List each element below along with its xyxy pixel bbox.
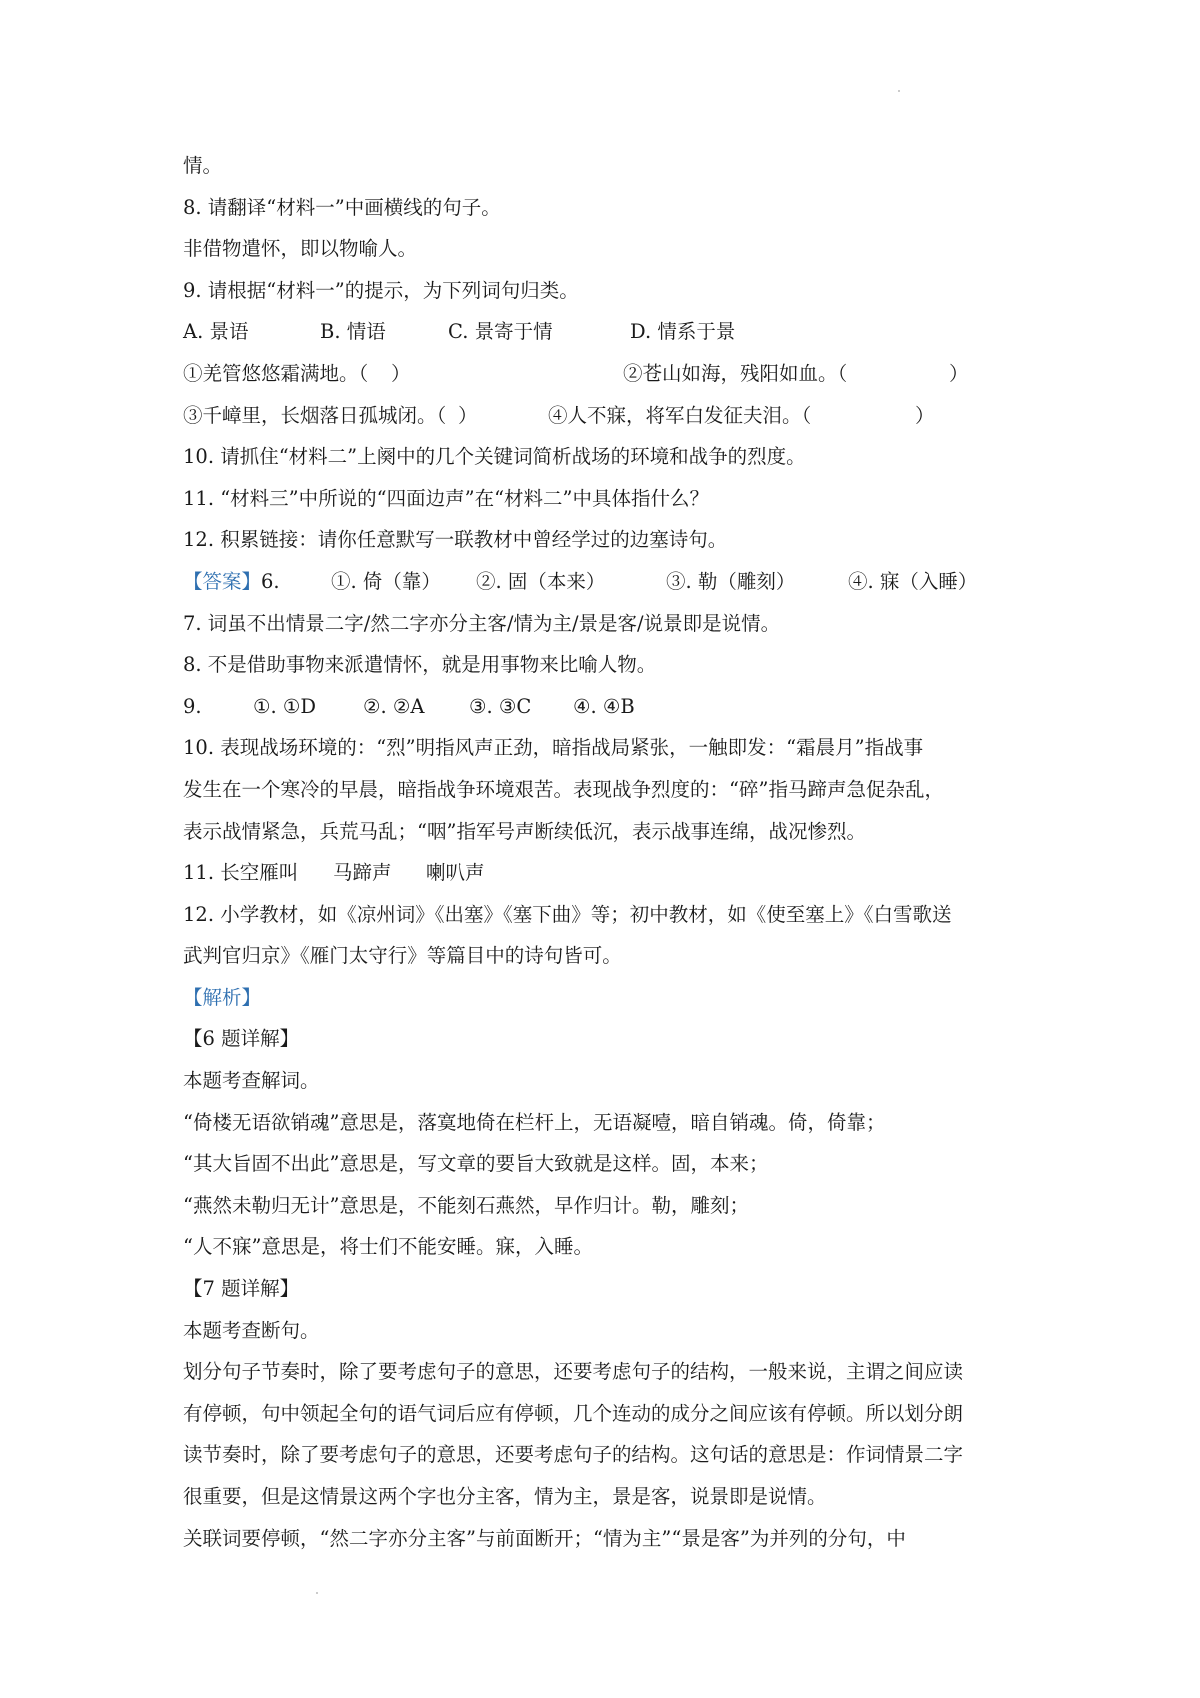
option-b: B. 情语 [320, 320, 386, 344]
answer-q9-item-1: ①. ①D [253, 694, 316, 718]
answer-q6 [183, 561, 1033, 603]
answer-q6-num: 6. [261, 569, 280, 593]
analysis-tag: 【解析】 [183, 985, 262, 1009]
question-12: 12. 积累链接：请你任意默写一联教材中曾经学过的边塞诗句。 [183, 528, 728, 552]
answer-q11-item-3: 喇叭声 [426, 861, 485, 885]
q9-options [183, 311, 1033, 353]
analysis-6-line-1: 本题考查解词。 [183, 1069, 320, 1093]
document-body [183, 145, 1033, 1559]
analysis-7-line-1: 本题考查断句。 [183, 1318, 320, 1342]
answer-q10-line-1: 10. 表现战场环境的：“烈”明指风声正劲，暗指战局紧张，一触即发：“霜晨月”指战事 [183, 736, 924, 760]
analysis-7-line-3: 有停顿，句中领起全句的语气词后应有停顿，几个连动的成分之间应该有停顿。所以划分朗 [183, 1401, 964, 1425]
analysis-6-line-4: “燕然未勒归无计”意思是，不能刻石燕然，早作归计。勒，雕刻； [183, 1193, 749, 1217]
answer-q8: 8. 不是借助事物来派遣情怀，就是用事物来比喻人物。 [183, 653, 657, 677]
scan-dot-bottom [316, 1592, 318, 1594]
question-9: 9. 请根据“材料一”的提示，为下列词句归类。 [183, 278, 579, 302]
answer-q11 [183, 852, 1033, 894]
question-10: 10. 请抓住“材料二”上阕中的几个关键词简析战场的环境和战争的烈度。 [183, 445, 806, 469]
analysis-7-line-6: 关联词要停顿，“然二字亦分主客”与前面断开；“情为主”“景是客”为并列的分句，中 [183, 1526, 906, 1550]
answer-q6-item-1: ①. 倚（靠） [331, 569, 441, 593]
q9-item-2: ②苍山如海，残阳如血。（ [623, 361, 848, 385]
analysis-6-line-2: “倚楼无语欲销魂”意思是，落寞地倚在栏杆上，无语凝噎，暗自销魂。倚，倚靠； [183, 1110, 886, 1134]
q9-item-1-close: ） [391, 361, 411, 385]
analysis-heading-7: 【7 题详解】 [183, 1277, 300, 1301]
text-line: 情。 [183, 154, 223, 177]
answer-q10-line-2: 发生在一个寒冷的早晨，暗指战争环境艰苦。表现战争烈度的：“碎”指马蹄声急促杂乱， [183, 777, 944, 801]
answer-q12-line-1: 12. 小学教材，如《凉州词》《出塞》《塞下曲》等；初中教材，如《使至塞上》《白雪歌送 [183, 902, 952, 926]
answer-q9-item-3: ③. ③C [469, 694, 532, 718]
q9-row-2 [183, 395, 1033, 437]
scan-dot-top [898, 90, 900, 92]
q9-item-3-close: ） [458, 403, 478, 427]
quoted-sentence: 非借物遣怀，即以物喻人。 [183, 237, 418, 261]
analysis-7-line-2: 划分句子节奏时，除了要考虑句子的意思，还要考虑句子的结构，一般来说，主谓之间应读 [183, 1360, 964, 1384]
answer-q11-item-1: 11. 长空雁叫 [183, 861, 299, 885]
answer-q6-item-4: ④. 寐（入睡） [848, 569, 978, 593]
q9-item-2-close: ） [949, 361, 969, 385]
option-c: C. 景寄于情 [448, 320, 553, 344]
answer-q9 [183, 686, 1033, 728]
question-11: 11. “材料三”中所说的“四面边声”在“材料二”中具体指什么？ [183, 486, 710, 510]
analysis-heading-6: 【6 题详解】 [183, 1027, 300, 1051]
q9-item-4: ④人不寐，将军白发征夫泪。（ [548, 403, 812, 427]
question-8: 8. 请翻译“材料一”中画横线的句子。 [183, 195, 501, 219]
q9-item-4-close: ） [915, 403, 935, 427]
answer-q9-item-4: ④. ④B [573, 694, 635, 718]
q9-row-1 [183, 353, 1033, 395]
answer-q9-item-2: ②. ②A [363, 694, 425, 718]
q9-item-1: ①羌管悠悠霜满地。（ [183, 361, 369, 385]
analysis-6-line-3: “其大旨固不出此”意思是，写文章的要旨大致就是这样。固，本来； [183, 1152, 769, 1176]
analysis-6-line-5: “人不寐”意思是，将士们不能安睡。寐，入睡。 [183, 1235, 593, 1259]
answer-q6-item-3: ③. 勒（雕刻） [666, 569, 796, 593]
answer-q9-num: 9. [183, 694, 202, 718]
answer-q7: 7. 词虽不出情景二字/然二字亦分主客/情为主/景是客/说景即是说情。 [183, 611, 781, 635]
analysis-7-line-4: 读节奏时，除了要考虑句子的意思，还要考虑句子的结构。这句话的意思是：作词情景二字 [183, 1443, 964, 1467]
q9-item-3: ③千嶂里，长烟落日孤城闭。（ [183, 403, 447, 427]
answer-tag: 【答案】 [183, 569, 262, 593]
answer-q10-line-3: 表示战情紧急，兵荒马乱；“咽”指军号声断续低沉，表示战事连绵，战况惨烈。 [183, 819, 866, 843]
option-d: D. 情系于景 [630, 320, 736, 344]
answer-q6-item-2: ②. 固（本来） [476, 569, 606, 593]
answer-q11-item-2: 马蹄声 [333, 861, 392, 885]
option-a: A. 景语 [183, 320, 249, 344]
answer-q12-line-2: 武判官归京》《雁门太守行》等篇目中的诗句皆可。 [183, 944, 622, 968]
analysis-7-line-5: 很重要，但是这情景这两个字也分主客，情为主，景是客，说景即是说情。 [183, 1485, 827, 1508]
